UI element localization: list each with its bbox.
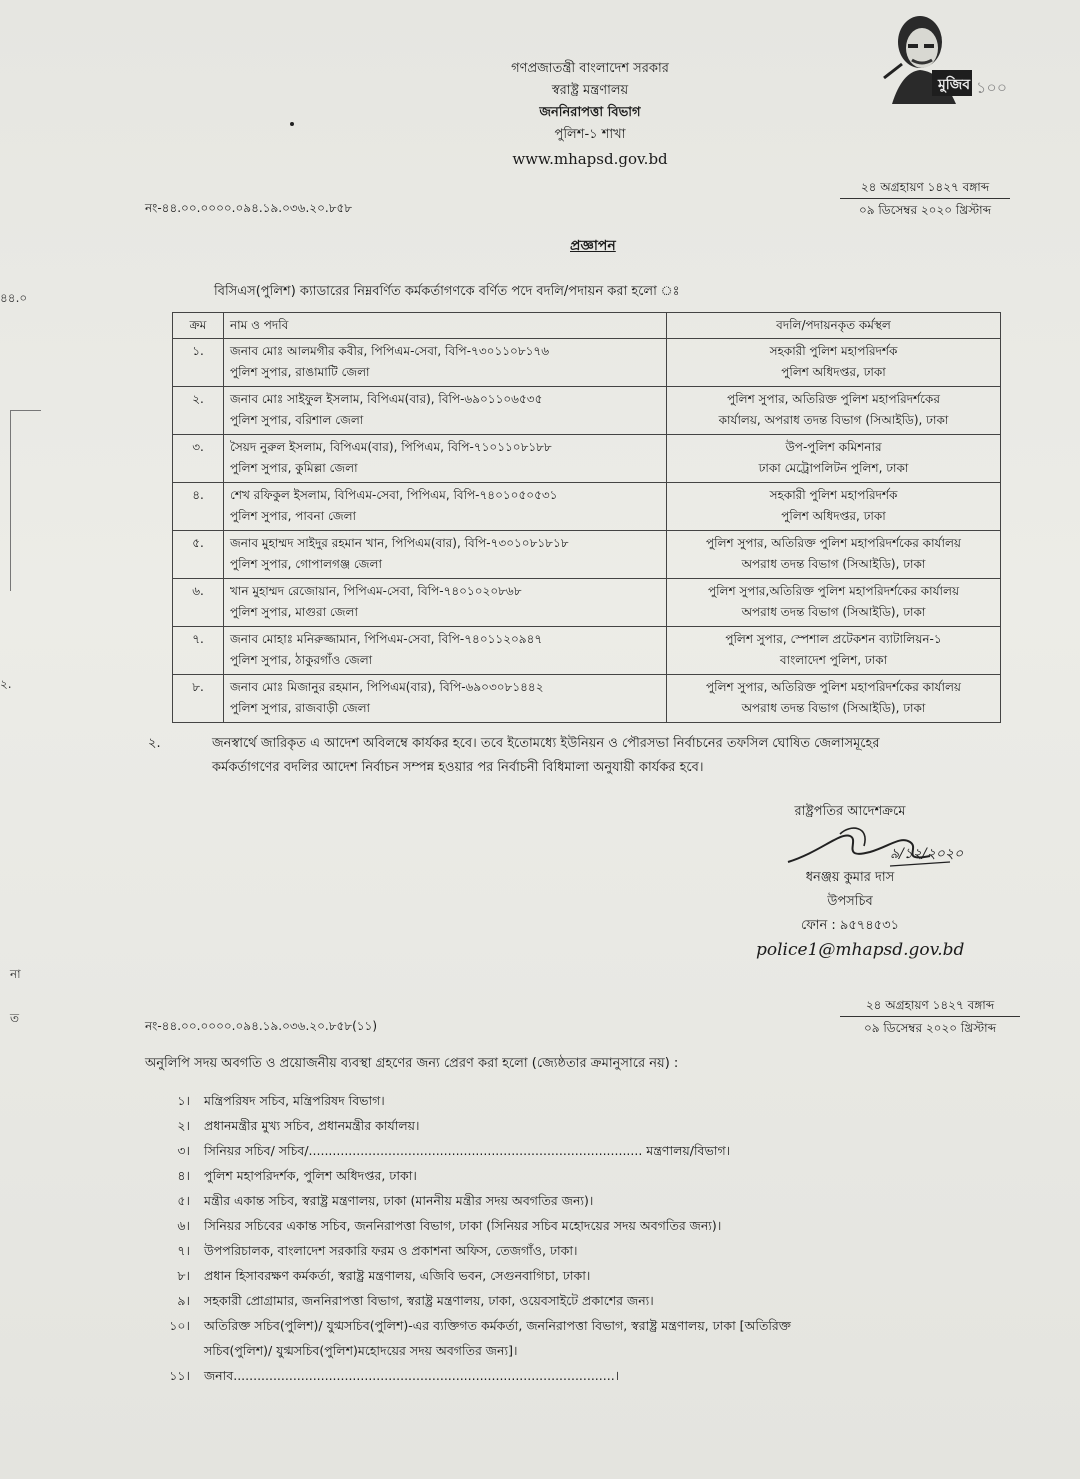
date-english: ০৯ ডিসেম্বর ২০২০ খ্রিস্টাব্দ — [863, 1021, 997, 1035]
dest-line1: উপ-পুলিশ কমিশনার — [785, 440, 882, 454]
branch-name: পুলিশ-১ শাখা — [554, 127, 626, 142]
list-item: ১১। জনাব................................................................................................। — [169, 1368, 620, 1383]
transfer-table — [172, 312, 1001, 723]
header-name: নাম ও পদবি — [224, 313, 667, 339]
row-destination — [667, 531, 1001, 579]
row-name — [224, 531, 667, 579]
list-item: ১০। অতিরিক্ত সচিব(পুলিশ)/ যুগ্মসচিব(পুলিশ)-এর ব্যক্তিগত কর্মকর্তা, জননিরাপত্তা বিভাগ, স্বরাষ্ট্র মন্ত্রণালয়, ঢাকা [অতিরিক্ত — [169, 1318, 791, 1333]
officer-post: পুলিশ সুপার, মাগুরা জেলা — [230, 605, 358, 619]
officer-post: পুলিশ সুপার, রাঙামাটি জেলা — [230, 365, 370, 379]
list-item: ৭। উপপরিচালক, বাংলাদেশ সরকারি ফরম ও প্রকাশনা অফিস, তেজগাঁও, ঢাকা। — [177, 1243, 578, 1258]
officer-post: পুলিশ সুপার, পাবনা জেলা — [230, 509, 357, 523]
table-row — [173, 579, 1001, 627]
list-item: ৯। সহকারী প্রোগ্রামার, জননিরাপত্তা বিভাগ, স্বরাষ্ট্র মন্ত্রণালয়, ঢাকা, ওয়েবসাইটে প্রকাশের জন্য। — [177, 1293, 654, 1308]
dest-line1: সহকারী পুলিশ মহাপরিদর্শক — [769, 344, 898, 358]
copy-intro: অনুলিপি সদয় অবগতি ও প্রয়োজনীয় ব্যবস্থা গ্রহণের জন্য প্রেরণ করা হলো (জ্যেষ্ঠতার ক্রমানুসারে নয়) : — [145, 1056, 679, 1071]
date-block-2 — [840, 994, 1020, 1039]
signatory-name: ধনঞ্জয় কুমার দাস — [805, 870, 895, 885]
table-header-row — [173, 313, 1001, 339]
list-item: ৩। সিনিয়র সচিব/ সচিব/.................................................................................... মন্ত্রণালয়/বিভাগ। — [177, 1143, 731, 1158]
edge-mark: না — [10, 967, 21, 981]
list-item-continuation: সচিব(পুলিশ)/ যুগ্মসচিব(পুলিশ)মহোদয়ের সদয় অবগতির জন্য]। — [204, 1343, 518, 1358]
table-row — [173, 531, 1001, 579]
officer-name: জনাব মোঃ আলমগীর কবীর, পিপিএম-সেবা, বিপি-৭৩০১১০৮১৭৬ — [230, 344, 549, 358]
row-serial: ৫. — [173, 531, 224, 579]
list-item: ৮। প্রধান হিসাবরক্ষণ কর্মকর্তা, স্বরাষ্ট্র মন্ত্রণালয়, এজিবি ভবন, সেগুনবাগিচা, ঢাকা। — [177, 1268, 591, 1283]
memo-number-copy: নং-৪৪.০০.০০০০.০৯৪.১৯.০৩৬.২০.৮৫৮(১১) — [145, 1019, 378, 1033]
row-destination — [667, 579, 1001, 627]
signatory-designation: উপসচিব — [827, 894, 873, 909]
dest-line2: ঢাকা মেট্রোপলিটন পুলিশ, ঢাকা — [758, 461, 909, 475]
document-title: প্রজ্ঞাপন — [570, 238, 616, 254]
officer-post: পুলিশ সুপার, বরিশাল জেলা — [230, 413, 364, 427]
list-item: ১। মন্ত্রিপরিষদ সচিব, মন্ত্রিপরিষদ বিভাগ। — [177, 1093, 385, 1108]
table-row — [173, 675, 1001, 723]
dest-line1: পুলিশ সুপার, অতিরিক্ত পুলিশ মহাপরিদর্শকের কার্যালয় — [706, 536, 961, 550]
row-name — [224, 339, 667, 387]
ministry-name: স্বরাষ্ট্র মন্ত্রণালয় — [551, 83, 629, 98]
row-serial: ৬. — [173, 579, 224, 627]
dest-line2: বাংলাদেশ পুলিশ, ঢাকা — [779, 653, 888, 667]
edge-mark: ২. — [0, 677, 12, 691]
date-block-1 — [840, 176, 1010, 221]
table-row — [173, 339, 1001, 387]
row-name — [224, 675, 667, 723]
officer-post: পুলিশ সুপার, গোপালগঞ্জ জেলা — [230, 557, 382, 571]
dest-line1: সহকারী পুলিশ মহাপরিদর্শক — [769, 488, 898, 502]
intro-text: বিসিএস(পুলিশ) ক্যাডারের নিম্নবর্ণিত কর্মকর্তাগণকে বর্ণিত পদে বদলি/পদায়ন করা হলো ঃ — [214, 284, 680, 299]
dest-line2: অপরাধ তদন্ত বিভাগ (সিআইডি), ঢাকা — [741, 557, 926, 571]
officer-name: জনাব মোঃ সাইফুল ইসলাম, বিপিএম(বার), বিপি-৬৯০১১০৬৫৩৫ — [230, 392, 543, 406]
officer-name: শেখ রফিকুল ইসলাম, বিপিএম-সেবা, পিপিএম, বিপি-৭৪০১০৫০৫৩১ — [230, 488, 558, 502]
edge-box — [10, 410, 41, 591]
table-row — [173, 483, 1001, 531]
list-item: ২। প্রধানমন্ত্রীর মুখ্য সচিব, প্রধানমন্ত্রীর কার্যালয়। — [177, 1118, 420, 1133]
officer-name: জনাব মুহাম্মদ সাইদুর রহমান খান, পিপিএম(বার), বিপি-৭৩০১০৮১৮১৮ — [230, 536, 569, 550]
signatory-phone: ফোন : ৯৫৭৪৫৩১ — [800, 918, 900, 933]
row-serial: ১. — [173, 339, 224, 387]
row-name — [224, 483, 667, 531]
row-destination — [667, 387, 1001, 435]
row-destination — [667, 339, 1001, 387]
officer-post: পুলিশ সুপার, রাজবাড়ী জেলা — [230, 701, 371, 715]
table-row — [173, 627, 1001, 675]
mujib-100-logo — [872, 8, 1012, 104]
row-destination — [667, 435, 1001, 483]
logo-suffix: ১০০ — [976, 78, 1008, 97]
dest-line2: কার্যালয়, অপরাধ তদন্ত বিভাগ (সিআইডি), ঢাকা — [718, 413, 949, 427]
officer-name: সৈয়দ নুরুল ইসলাম, বিপিএম(বার), পিপিএম, বিপি-৭১০১১০৮১৮৮ — [230, 440, 552, 454]
row-destination — [667, 483, 1001, 531]
copy-list — [130, 1088, 1030, 1388]
list-item: ৪। পুলিশ মহাপরিদর্শক, পুলিশ অধিদপ্তর, ঢাকা। — [177, 1168, 417, 1183]
row-serial: ৭. — [173, 627, 224, 675]
row-serial: ২. — [173, 387, 224, 435]
row-name — [224, 435, 667, 483]
officer-name: জনাব মোঃ মিজানুর রহমান, পিপিএম(বার), বিপি-৬৯০৩০৮১৪৪২ — [230, 680, 544, 694]
dest-line1: পুলিশ সুপার, অতিরিক্ত পুলিশ মহাপরিদর্শকের কার্যালয় — [706, 680, 961, 694]
officer-name: খান মুহাম্মদ রেজোয়ান, পিপিএম-সেবা, বিপি-৭৪০১০২০৮৬৮ — [230, 584, 522, 598]
row-serial: ৪. — [173, 483, 224, 531]
date-english: ০৯ ডিসেম্বর ২০২০ খ্রিস্টাব্দ — [858, 203, 992, 217]
row-destination — [667, 675, 1001, 723]
header-destination: বদলি/পদায়নকৃত কর্মস্থল — [667, 313, 1001, 339]
logo-text: মুজিব — [938, 77, 971, 93]
officer-name: জনাব মোহাঃ মনিরুজ্জামান, পিপিএম-সেবা, বিপি-৭৪০১১২০৯৪৭ — [230, 632, 543, 646]
header-serial: ক্রম — [173, 313, 224, 339]
edge-mark: ৪৪.০ — [0, 291, 28, 305]
signatory-email: police1@mhapsd.gov.bd — [756, 940, 965, 960]
dest-line2: অপরাধ তদন্ত বিভাগ (সিআইডি), ঢাকা — [741, 701, 926, 715]
row-destination — [667, 627, 1001, 675]
dest-line2: পুলিশ অধিদপ্তর, ঢাকা — [781, 365, 886, 379]
para-number: ২. — [148, 736, 161, 751]
row-serial: ৩. — [173, 435, 224, 483]
dest-line1: পুলিশ সুপার, অতিরিক্ত পুলিশ মহাপরিদর্শকের — [727, 392, 940, 406]
row-serial: ৮. — [173, 675, 224, 723]
row-name — [224, 579, 667, 627]
officer-post: পুলিশ সুপার, কুমিল্লা জেলা — [230, 461, 358, 475]
memo-number: নং-৪৪.০০.০০০০.০৯৪.১৯.০৩৬.২০.৮৫৮ — [145, 201, 353, 215]
dot-mark — [290, 122, 294, 126]
row-name — [224, 627, 667, 675]
list-item: ৫। মন্ত্রীর একান্ত সচিব, স্বরাষ্ট্র মন্ত্রণালয়, ঢাকা (মাননীয় মন্ত্রীর সদয় অবগতির জন্য)। — [177, 1193, 594, 1208]
officer-post: পুলিশ সুপার, ঠাকুরগাঁও জেলা — [230, 653, 373, 667]
dest-line2: অপরাধ তদন্ত বিভাগ (সিআইডি), ঢাকা — [741, 605, 926, 619]
dest-line2: পুলিশ অধিদপ্তর, ঢাকা — [781, 509, 886, 523]
date-bangla: ২৪ অগ্রহায়ণ ১৪২৭ বঙ্গাব্দ — [840, 176, 1010, 199]
dest-line1: পুলিশ সুপার, স্পেশাল প্রটেকশন ব্যাটালিয়ন-১ — [725, 632, 942, 646]
table-row — [173, 435, 1001, 483]
order-line: রাষ্ট্রপতির আদেশক্রমে — [794, 804, 906, 819]
para-line1: জনস্বার্থে জারিকৃত এ আদেশ অবিলম্বে কার্যকর হবে। তবে ইতোমধ্যে ইউনিয়ন ও পৌরসভা নির্বাচনের তফসিল ঘোষিত জেলাসমূহের — [212, 736, 880, 751]
list-item: ৬। সিনিয়র সচিবের একান্ত সচিব, জননিরাপত্তা বিভাগ, ঢাকা (সিনিয়র সচিব মহোদয়ের সদয় অবগতির জন্য)। — [177, 1218, 722, 1233]
dest-line1: পুলিশ সুপার,অতিরিক্ত পুলিশ মহাপরিদর্শকের কার্যালয় — [707, 584, 960, 598]
table-row — [173, 387, 1001, 435]
date-bangla: ২৪ অগ্রহায়ণ ১৪২৭ বঙ্গাব্দ — [840, 994, 1020, 1017]
division-name: জননিরাপত্তা বিভাগ — [539, 105, 641, 120]
edge-mark: ত — [10, 1011, 20, 1025]
para-line2: কর্মকর্তাগণের বদলির আদেশ নির্বাচন সম্পন্ন হওয়ার পর নির্বাচনী বিধিমালা অনুযায়ী কার্যকর হবে। — [212, 760, 704, 775]
row-name — [224, 387, 667, 435]
website: www.mhapsd.gov.bd — [512, 150, 668, 168]
signed-date: ৯/১২/২০২০ — [890, 846, 964, 862]
gov-name: গণপ্রজাতন্ত্রী বাংলাদেশ সরকার — [511, 61, 669, 76]
